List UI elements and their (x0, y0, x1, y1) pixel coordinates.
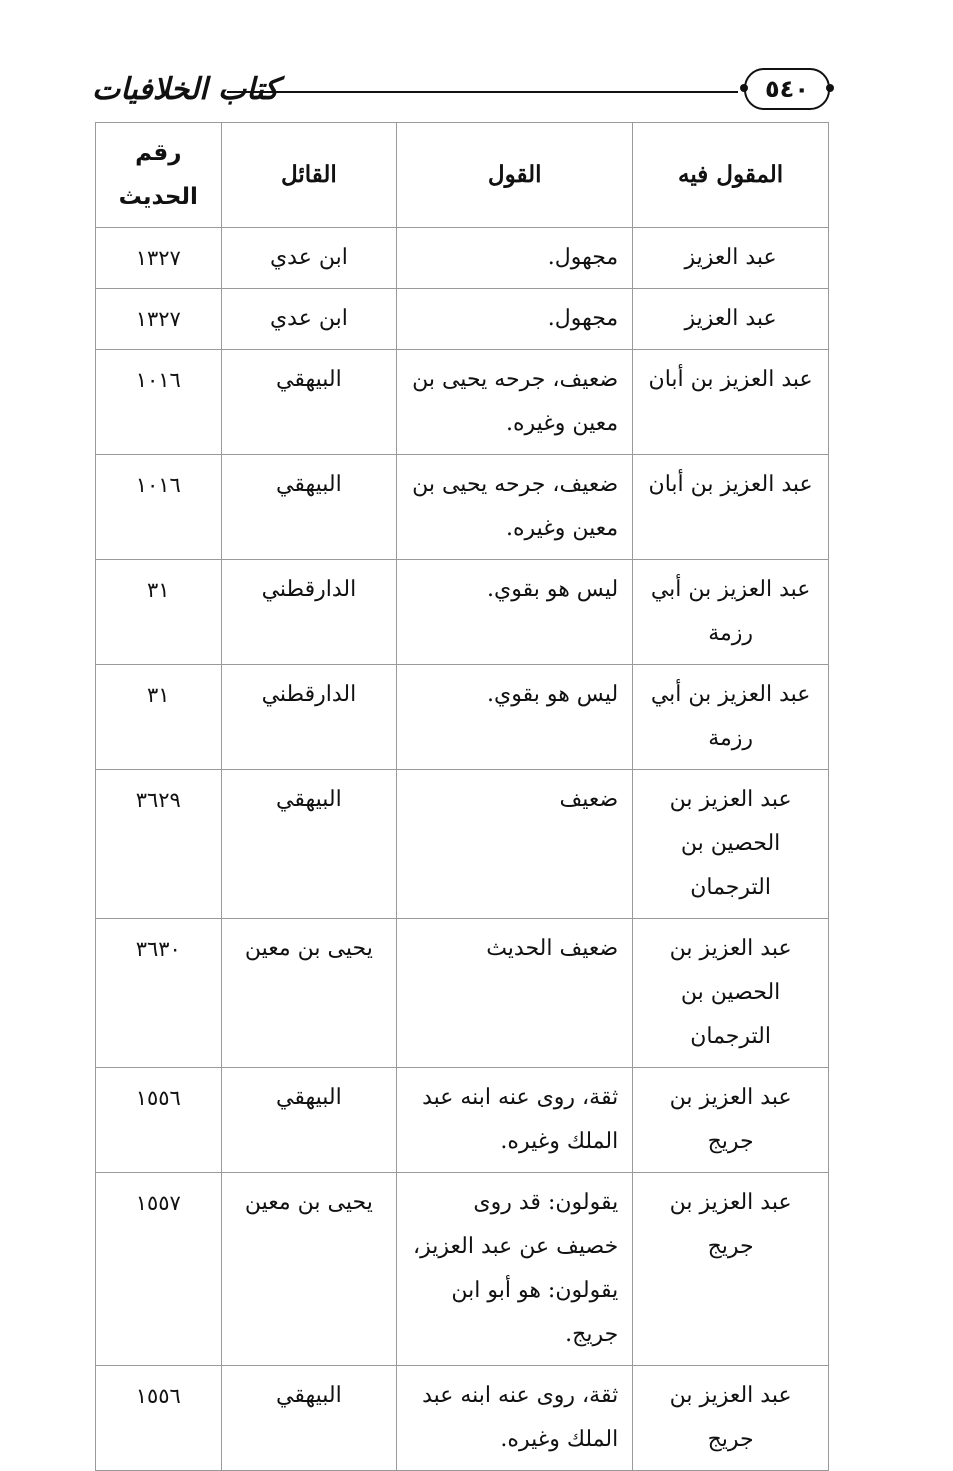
cell-statement: ضعيف، جرحه يحيى بن معين وغيره. (397, 350, 633, 455)
narrators-table (95, 122, 829, 1471)
cell-hadith-number: ١٥٥٧ (96, 1173, 222, 1366)
column-header-subject: المقول فيه (633, 123, 829, 228)
table-row (96, 770, 829, 919)
table-body (96, 228, 829, 1471)
cell-speaker: ابن عدي (221, 289, 397, 350)
cell-subject: عبد العزيز بن أبان (633, 350, 829, 455)
table-row (96, 289, 829, 350)
cell-hadith-number: ١٣٢٧ (96, 228, 222, 289)
cell-speaker: ابن عدي (221, 228, 397, 289)
cell-subject: عبد العزيز (633, 228, 829, 289)
cell-statement: ليس هو بقوي. (397, 665, 633, 770)
book-title: كتاب الخلافيات (92, 72, 279, 107)
cell-statement: ضعيف، جرحه يحيى بن معين وغيره. (397, 455, 633, 560)
cell-speaker: البيهقي (221, 770, 397, 919)
column-header-speaker: القائل (221, 123, 397, 228)
table-row (96, 1173, 829, 1366)
cell-statement: مجهول. (397, 289, 633, 350)
cell-subject: عبد العزيز بن أبي رزمة (633, 560, 829, 665)
cell-hadith-number: ٣٦٣٠ (96, 919, 222, 1068)
cell-speaker: الدارقطني (221, 665, 397, 770)
cell-subject: عبد العزيز بن جريج (633, 1366, 829, 1471)
cell-statement: ثقة، روى عنه ابنه عبد الملك وغيره. (397, 1366, 633, 1471)
cell-speaker: البيهقي (221, 350, 397, 455)
cell-subject: عبد العزيز بن جريج (633, 1173, 829, 1366)
cell-speaker: البيهقي (221, 1068, 397, 1173)
table-row (96, 228, 829, 289)
cell-subject: عبد العزيز بن أبي رزمة (633, 665, 829, 770)
table-row (96, 350, 829, 455)
cell-statement: مجهول. (397, 228, 633, 289)
cell-subject: عبد العزيز بن الحصين بن الترجمان (633, 770, 829, 919)
cell-speaker: يحيى بن معين (221, 919, 397, 1068)
cell-statement: ضعيف (397, 770, 633, 919)
column-header-hadith-number: رقم الحديث (96, 123, 222, 228)
cell-subject: عبد العزيز بن أبان (633, 455, 829, 560)
page-header (92, 66, 830, 114)
cell-hadith-number: ١٥٥٦ (96, 1068, 222, 1173)
cell-hadith-number: ١٥٥٦ (96, 1366, 222, 1471)
cell-statement: ليس هو بقوي. (397, 560, 633, 665)
table-row (96, 665, 829, 770)
table-row (96, 560, 829, 665)
header-rule (227, 91, 738, 93)
cell-statement: يقولون: قد روى خصيف عن عبد العزيز، يقولون: هو أبو ابن جريج. (397, 1173, 633, 1366)
cell-subject: عبد العزيز بن الحصين بن الترجمان (633, 919, 829, 1068)
table-row (96, 1366, 829, 1471)
cell-statement: ثقة، روى عنه ابنه عبد الملك وغيره. (397, 1068, 633, 1173)
cell-statement: ضعيف الحديث (397, 919, 633, 1068)
cell-speaker: يحيى بن معين (221, 1173, 397, 1366)
cell-subject: عبد العزيز (633, 289, 829, 350)
cell-subject: عبد العزيز بن جريج (633, 1068, 829, 1173)
cell-hadith-number: ١٣٢٧ (96, 289, 222, 350)
cell-speaker: الدارقطني (221, 560, 397, 665)
cell-hadith-number: ٣١ (96, 665, 222, 770)
cell-hadith-number: ١٠١٦ (96, 350, 222, 455)
cell-hadith-number: ٣٦٢٩ (96, 770, 222, 919)
cell-hadith-number: ٣١ (96, 560, 222, 665)
page-number: ٥٤٠ (744, 68, 830, 110)
table-row (96, 1068, 829, 1173)
table-row (96, 919, 829, 1068)
cell-speaker: البيهقي (221, 455, 397, 560)
table-header-row (96, 123, 829, 228)
cell-speaker: البيهقي (221, 1366, 397, 1471)
cell-hadith-number: ١٠١٦ (96, 455, 222, 560)
column-header-statement: القول (397, 123, 633, 228)
table-row (96, 455, 829, 560)
